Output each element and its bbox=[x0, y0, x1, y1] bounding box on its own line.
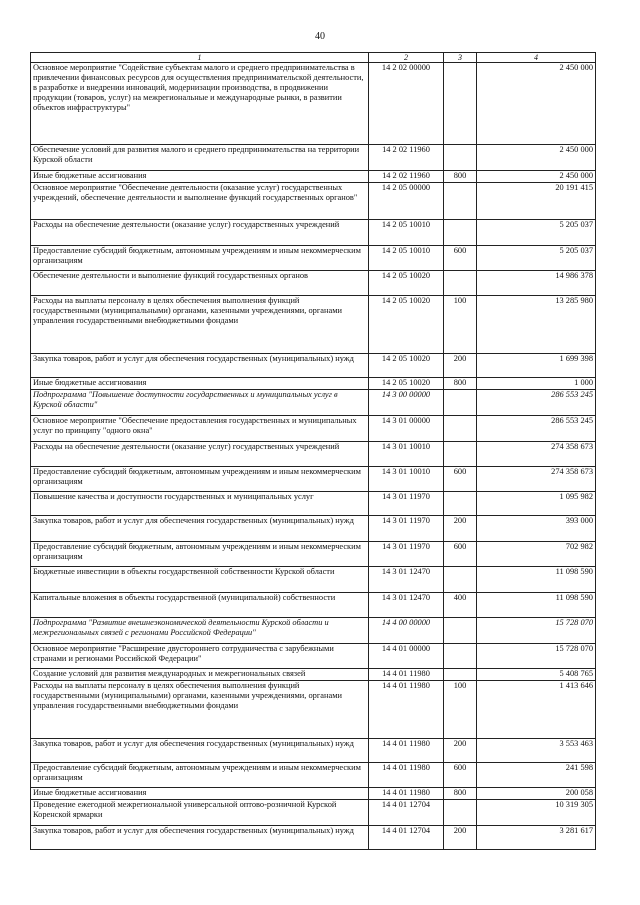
row-sum-cell: 286 553 245 bbox=[477, 416, 596, 442]
table-row bbox=[31, 763, 596, 788]
row-code-cell: 14 2 05 10010 bbox=[369, 220, 444, 246]
row-type-cell: 600 bbox=[444, 467, 477, 492]
row-type-cell bbox=[444, 442, 477, 467]
table-row bbox=[31, 739, 596, 763]
row-sum-cell: 10 319 305 bbox=[477, 800, 596, 826]
row-type-cell: 600 bbox=[444, 246, 477, 271]
row-code-cell: 14 4 01 11980 bbox=[369, 788, 444, 800]
row-type-cell bbox=[444, 271, 477, 296]
row-sum-cell: 2 450 000 bbox=[477, 171, 596, 183]
row-code-cell: 14 2 05 10020 bbox=[369, 296, 444, 354]
table-row bbox=[31, 681, 596, 739]
row-name-cell: Предоставление субсидий бюджетным, автономным учреждениям и иным некоммерческим организациям bbox=[31, 246, 369, 271]
row-code-cell: 14 3 01 00000 bbox=[369, 416, 444, 442]
row-type-cell bbox=[444, 220, 477, 246]
row-code-cell: 14 2 02 11960 bbox=[369, 145, 444, 171]
row-sum-cell: 2 450 000 bbox=[477, 63, 596, 145]
row-type-cell: 200 bbox=[444, 516, 477, 542]
row-sum-cell: 702 982 bbox=[477, 542, 596, 567]
row-type-cell: 200 bbox=[444, 826, 477, 850]
row-name-cell: Расходы на обеспечение деятельности (оказание услуг) государственных учреждений bbox=[31, 442, 369, 467]
row-type-cell bbox=[444, 669, 477, 681]
row-sum-cell: 1 095 982 bbox=[477, 492, 596, 516]
table-row bbox=[31, 220, 596, 246]
row-name-cell: Основное мероприятие "Обеспечение предоставления государственных и муниципальных услуг по принципу "одного окна" bbox=[31, 416, 369, 442]
row-sum-cell: 200 058 bbox=[477, 788, 596, 800]
row-sum-cell: 3 281 617 bbox=[477, 826, 596, 850]
row-code-cell: 14 4 00 00000 bbox=[369, 618, 444, 644]
row-code-cell: 14 2 02 11960 bbox=[369, 171, 444, 183]
table-header-row bbox=[31, 53, 596, 63]
row-sum-cell: 393 000 bbox=[477, 516, 596, 542]
row-sum-cell: 286 553 245 bbox=[477, 390, 596, 416]
row-type-cell: 800 bbox=[444, 378, 477, 390]
row-type-cell: 100 bbox=[444, 296, 477, 354]
row-name-cell: Предоставление субсидий бюджетным, автономным учреждениям и иным некоммерческим организациям bbox=[31, 763, 369, 788]
row-name-cell: Создание условий для развития международных и межрегиональных связей bbox=[31, 669, 369, 681]
row-sum-cell: 20 191 415 bbox=[477, 183, 596, 220]
row-type-cell bbox=[444, 644, 477, 669]
row-code-cell: 14 4 01 00000 bbox=[369, 644, 444, 669]
table-row bbox=[31, 800, 596, 826]
row-sum-cell: 1 413 646 bbox=[477, 681, 596, 739]
row-name-cell: Предоставление субсидий бюджетным, автономным учреждениям и иным некоммерческим организациям bbox=[31, 467, 369, 492]
row-code-cell: 14 3 01 10010 bbox=[369, 442, 444, 467]
budget-table-body bbox=[31, 53, 596, 850]
row-type-cell bbox=[444, 492, 477, 516]
row-name-cell: Расходы на обеспечение деятельности (оказание услуг) государственных учреждений bbox=[31, 220, 369, 246]
row-sum-cell: 14 986 378 bbox=[477, 271, 596, 296]
row-code-cell: 14 4 01 11980 bbox=[369, 669, 444, 681]
table-row bbox=[31, 669, 596, 681]
header-col-2: 2 bbox=[369, 53, 444, 63]
row-type-cell bbox=[444, 567, 477, 593]
header-col-1: 1 bbox=[31, 53, 369, 63]
row-sum-cell: 1 000 bbox=[477, 378, 596, 390]
row-name-cell: Закупка товаров, работ и услуг для обеспечения государственных (муниципальных) нужд bbox=[31, 354, 369, 378]
row-sum-cell: 5 408 765 bbox=[477, 669, 596, 681]
row-type-cell: 100 bbox=[444, 681, 477, 739]
row-type-cell: 200 bbox=[444, 739, 477, 763]
table-row bbox=[31, 271, 596, 296]
row-name-cell: Расходы на выплаты персоналу в целях обеспечения выполнения функций государственными (муниципальными) органами, казенными учреждениями, органами управления государственными внебюджетными фондами bbox=[31, 296, 369, 354]
row-code-cell: 14 4 01 11980 bbox=[369, 763, 444, 788]
table-row bbox=[31, 593, 596, 618]
row-type-cell bbox=[444, 800, 477, 826]
table-row bbox=[31, 618, 596, 644]
row-code-cell: 14 4 01 11980 bbox=[369, 739, 444, 763]
table-row bbox=[31, 442, 596, 467]
row-name-cell: Бюджетные инвестиции в объекты государственной собственности Курской области bbox=[31, 567, 369, 593]
row-type-cell bbox=[444, 618, 477, 644]
row-type-cell: 600 bbox=[444, 542, 477, 567]
table-row bbox=[31, 542, 596, 567]
row-sum-cell: 241 598 bbox=[477, 763, 596, 788]
row-type-cell bbox=[444, 390, 477, 416]
table-row bbox=[31, 145, 596, 171]
row-name-cell: Основное мероприятие "Содействие субъектам малого и среднего предпринимательства в привлечении финансовых ресурсов для осуществления предпринимательской деятельности, в разработке и внедрении инноваций, модернизации производства, в продвижении продукции (товаров, услуг) на межрегиональные и международные рынки, в развитии объектов инфраструктуры" bbox=[31, 63, 369, 145]
row-name-cell: Иные бюджетные ассигнования bbox=[31, 788, 369, 800]
row-name-cell: Иные бюджетные ассигнования bbox=[31, 171, 369, 183]
budget-table bbox=[30, 52, 596, 850]
row-code-cell: 14 3 01 11970 bbox=[369, 542, 444, 567]
row-type-cell: 400 bbox=[444, 593, 477, 618]
row-name-cell: Предоставление субсидий бюджетным, автономным учреждениям и иным некоммерческим организациям bbox=[31, 542, 369, 567]
row-code-cell: 14 4 01 12704 bbox=[369, 826, 444, 850]
row-name-cell: Проведение ежегодной межрегиональной универсальной оптово-розничной Курской Коренской ярмарки bbox=[31, 800, 369, 826]
table-row bbox=[31, 826, 596, 850]
row-name-cell: Подпрограмма "Развитие внешнеэкономической деятельности Курской области и межрегиональных связей с регионами Российской Федерации" bbox=[31, 618, 369, 644]
table-row bbox=[31, 378, 596, 390]
table-row bbox=[31, 788, 596, 800]
row-name-cell: Закупка товаров, работ и услуг для обеспечения государственных (муниципальных) нужд bbox=[31, 826, 369, 850]
row-type-cell: 800 bbox=[444, 788, 477, 800]
row-type-cell bbox=[444, 63, 477, 145]
table-row bbox=[31, 63, 596, 145]
row-type-cell: 600 bbox=[444, 763, 477, 788]
row-name-cell: Закупка товаров, работ и услуг для обеспечения государственных (муниципальных) нужд bbox=[31, 739, 369, 763]
table-row bbox=[31, 390, 596, 416]
row-name-cell: Расходы на выплаты персоналу в целях обеспечения выполнения функций государственными (муниципальными) органами, казенными учреждениями, органами управления государственными внебюджетными фондами bbox=[31, 681, 369, 739]
row-code-cell: 14 2 05 00000 bbox=[369, 183, 444, 220]
row-code-cell: 14 4 01 11980 bbox=[369, 681, 444, 739]
row-code-cell: 14 3 01 12470 bbox=[369, 593, 444, 618]
row-type-cell bbox=[444, 183, 477, 220]
header-col-4: 4 bbox=[477, 53, 596, 63]
row-code-cell: 14 3 01 11970 bbox=[369, 492, 444, 516]
row-type-cell bbox=[444, 145, 477, 171]
row-code-cell: 14 2 05 10020 bbox=[369, 378, 444, 390]
row-code-cell: 14 4 01 12704 bbox=[369, 800, 444, 826]
table-row bbox=[31, 516, 596, 542]
row-sum-cell: 2 450 000 bbox=[477, 145, 596, 171]
row-code-cell: 14 2 05 10010 bbox=[369, 246, 444, 271]
row-name-cell: Капитальные вложения в объекты государственной (муниципальной) собственности bbox=[31, 593, 369, 618]
row-name-cell: Иные бюджетные ассигнования bbox=[31, 378, 369, 390]
row-name-cell: Обеспечение деятельности и выполнение функций государственных органов bbox=[31, 271, 369, 296]
row-sum-cell: 1 699 398 bbox=[477, 354, 596, 378]
table-row bbox=[31, 296, 596, 354]
row-sum-cell: 274 358 673 bbox=[477, 467, 596, 492]
row-code-cell: 14 3 01 11970 bbox=[369, 516, 444, 542]
table-row bbox=[31, 354, 596, 378]
header-col-3: 3 bbox=[444, 53, 477, 63]
row-type-cell: 200 bbox=[444, 354, 477, 378]
row-type-cell: 800 bbox=[444, 171, 477, 183]
row-sum-cell: 15 728 070 bbox=[477, 644, 596, 669]
row-sum-cell: 15 728 070 bbox=[477, 618, 596, 644]
row-name-cell: Основное мероприятие "Обеспечение деятельности (оказание услуг) государственных учреждений, обеспечение деятельности и выполнение функций государственных органов" bbox=[31, 183, 369, 220]
table-row bbox=[31, 183, 596, 220]
row-name-cell: Обеспечение условий для развития малого и среднего предпринимательства на территории Курской области bbox=[31, 145, 369, 171]
row-sum-cell: 13 285 980 bbox=[477, 296, 596, 354]
row-sum-cell: 3 553 463 bbox=[477, 739, 596, 763]
row-code-cell: 14 2 02 00000 bbox=[369, 63, 444, 145]
table-row bbox=[31, 171, 596, 183]
table-row bbox=[31, 467, 596, 492]
row-name-cell: Повышение качества и доступности государственных и муниципальных услуг bbox=[31, 492, 369, 516]
row-sum-cell: 274 358 673 bbox=[477, 442, 596, 467]
row-name-cell: Основное мероприятие "Расширение двустороннего сотрудничества с зарубежными странами и регионами Российской Федерации" bbox=[31, 644, 369, 669]
table-row bbox=[31, 567, 596, 593]
row-sum-cell: 5 205 037 bbox=[477, 246, 596, 271]
row-sum-cell: 11 098 590 bbox=[477, 567, 596, 593]
page-number: 40 bbox=[315, 31, 325, 42]
row-sum-cell: 5 205 037 bbox=[477, 220, 596, 246]
table-row bbox=[31, 492, 596, 516]
row-code-cell: 14 3 01 10010 bbox=[369, 467, 444, 492]
row-name-cell: Подпрограмма "Повышение доступности государственных и муниципальных услуг в Курской области" bbox=[31, 390, 369, 416]
row-code-cell: 14 3 01 12470 bbox=[369, 567, 444, 593]
row-name-cell: Закупка товаров, работ и услуг для обеспечения государственных (муниципальных) нужд bbox=[31, 516, 369, 542]
table-row bbox=[31, 246, 596, 271]
row-sum-cell: 11 098 590 bbox=[477, 593, 596, 618]
table-row bbox=[31, 416, 596, 442]
row-code-cell: 14 2 05 10020 bbox=[369, 271, 444, 296]
row-type-cell bbox=[444, 416, 477, 442]
table-row bbox=[31, 644, 596, 669]
row-code-cell: 14 2 05 10020 bbox=[369, 354, 444, 378]
row-code-cell: 14 3 00 00000 bbox=[369, 390, 444, 416]
